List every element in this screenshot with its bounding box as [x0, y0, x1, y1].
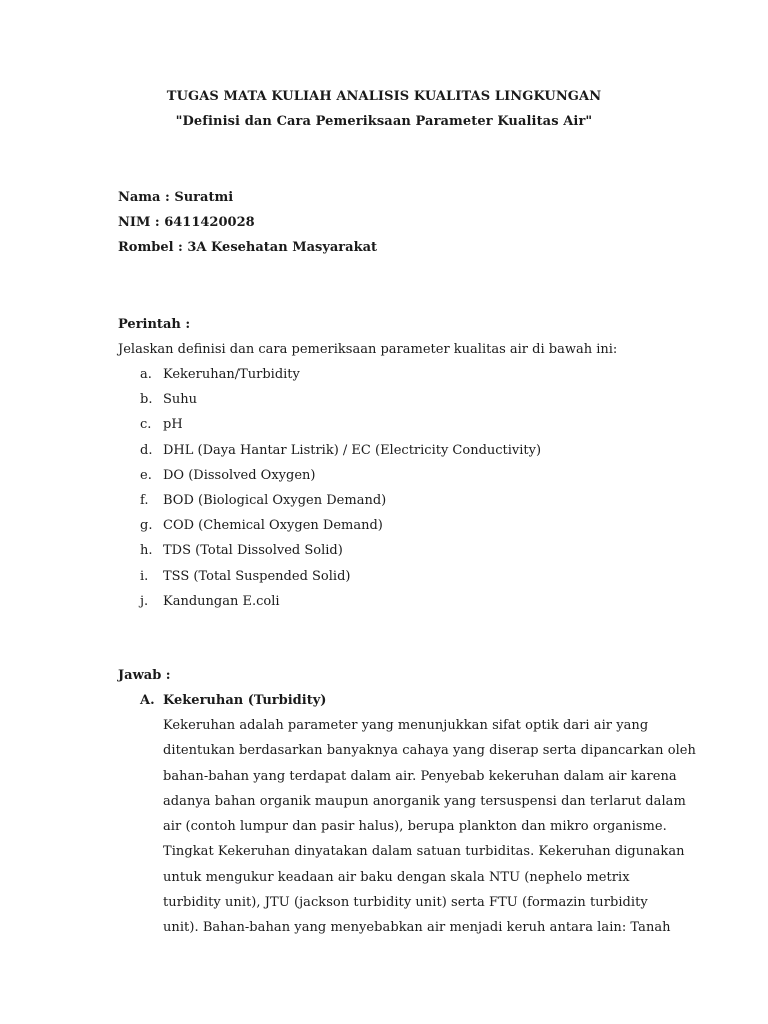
paragraph-line: air (contoh lumpur dan pasir halus), berupa plankton dan mikro organisme.: [163, 819, 667, 835]
student-nim: NIM : 6411420028: [118, 215, 255, 230]
paragraph-line: unit). Bahan-bahan yang menyebabkan air menjadi keruh antara lain: Tanah: [163, 920, 671, 936]
list-item-text: TSS (Total Suspended Solid): [163, 568, 351, 584]
list-marker: d.: [140, 442, 153, 458]
paragraph-line: Kekeruhan adalah parameter yang menunjukkan sifat optik dari air yang: [163, 718, 649, 733]
answer-a-paragraph: [163, 713, 696, 941]
list-item: [118, 564, 617, 589]
student-name: Nama : Suratmi: [118, 190, 234, 205]
list-item-text: Kandungan E.coli: [163, 593, 280, 609]
list-marker: f.: [140, 493, 149, 509]
paragraph-line: adanya bahan organik maupun anorganik yang tersuspensi dan terlarut dalam: [163, 793, 686, 809]
list-marker: b.: [140, 392, 153, 408]
document-subtitle: "Definisi dan Cara Pemeriksaan Parameter Kualitas Air": [175, 114, 593, 129]
list-marker: c.: [140, 417, 152, 433]
list-item: [118, 513, 617, 538]
jawab-section: [118, 663, 696, 941]
list-item-text: BOD (Biological Oxygen Demand): [163, 493, 387, 509]
paragraph-line: untuk mengukur keadaan air baku dengan skala NTU (nephelo metrix: [163, 869, 630, 885]
list-item: [118, 538, 617, 563]
student-info: [118, 185, 377, 260]
list-marker: i.: [140, 568, 149, 584]
list-marker: h.: [140, 543, 153, 559]
list-item: [118, 438, 617, 463]
list-item-text: Kekeruhan/Turbidity: [163, 367, 300, 382]
document-title: TUGAS MATA KULIAH ANALISIS KUALITAS LINGKUNGAN: [166, 89, 602, 104]
student-rombel: Rombel : 3A Kesehatan Masyarakat: [118, 240, 378, 255]
list-item: [118, 488, 617, 513]
list-item-text: COD (Chemical Oxygen Demand): [163, 518, 383, 534]
perintah-intro: Jelaskan definisi dan cara pemeriksaan parameter kualitas air di bawah ini:: [118, 342, 618, 357]
paragraph-line: bahan-bahan yang terdapat dalam air. Penyebab kekeruhan dalam air karena: [163, 768, 677, 784]
paragraph-line: turbidity unit), JTU (jackson turbidity unit) serta FTU (formazin turbidity: [163, 895, 648, 911]
perintah-heading: Perintah :: [118, 317, 191, 332]
answer-a-title: Kekeruhan (Turbidity): [163, 693, 327, 708]
list-item-text: TDS (Total Dissolved Solid): [163, 543, 343, 559]
list-item-text: DHL (Daya Hantar Listrik) / EC (Electricity Conductivity): [163, 442, 542, 458]
answer-a-heading: [118, 688, 663, 713]
list-marker: e.: [140, 467, 152, 483]
list-marker: g.: [140, 518, 153, 534]
list-item: [118, 589, 617, 614]
list-item-text: DO (Dissolved Oxygen): [163, 467, 316, 483]
list-item: [118, 387, 617, 412]
list-item: [118, 463, 617, 488]
title-block: [0, 84, 768, 134]
perintah-section: [118, 312, 617, 614]
list-item-text: pH: [163, 417, 183, 433]
list-item-text: Suhu: [163, 392, 198, 408]
list-marker: a.: [140, 367, 152, 382]
answer-a-marker: A.: [140, 693, 155, 708]
paragraph-line: Tingkat Kekeruhan dinyatakan dalam satuan turbiditas. Kekeruhan digunakan: [163, 844, 685, 860]
parameter-list: [118, 362, 617, 614]
jawab-heading: Jawab :: [118, 668, 171, 683]
list-item: [118, 412, 617, 437]
list-marker: j.: [140, 593, 149, 609]
paragraph-line: ditentukan berdasarkan banyaknya cahaya yang diserap serta dipancarkan oleh: [163, 743, 696, 759]
list-item: [118, 362, 617, 387]
